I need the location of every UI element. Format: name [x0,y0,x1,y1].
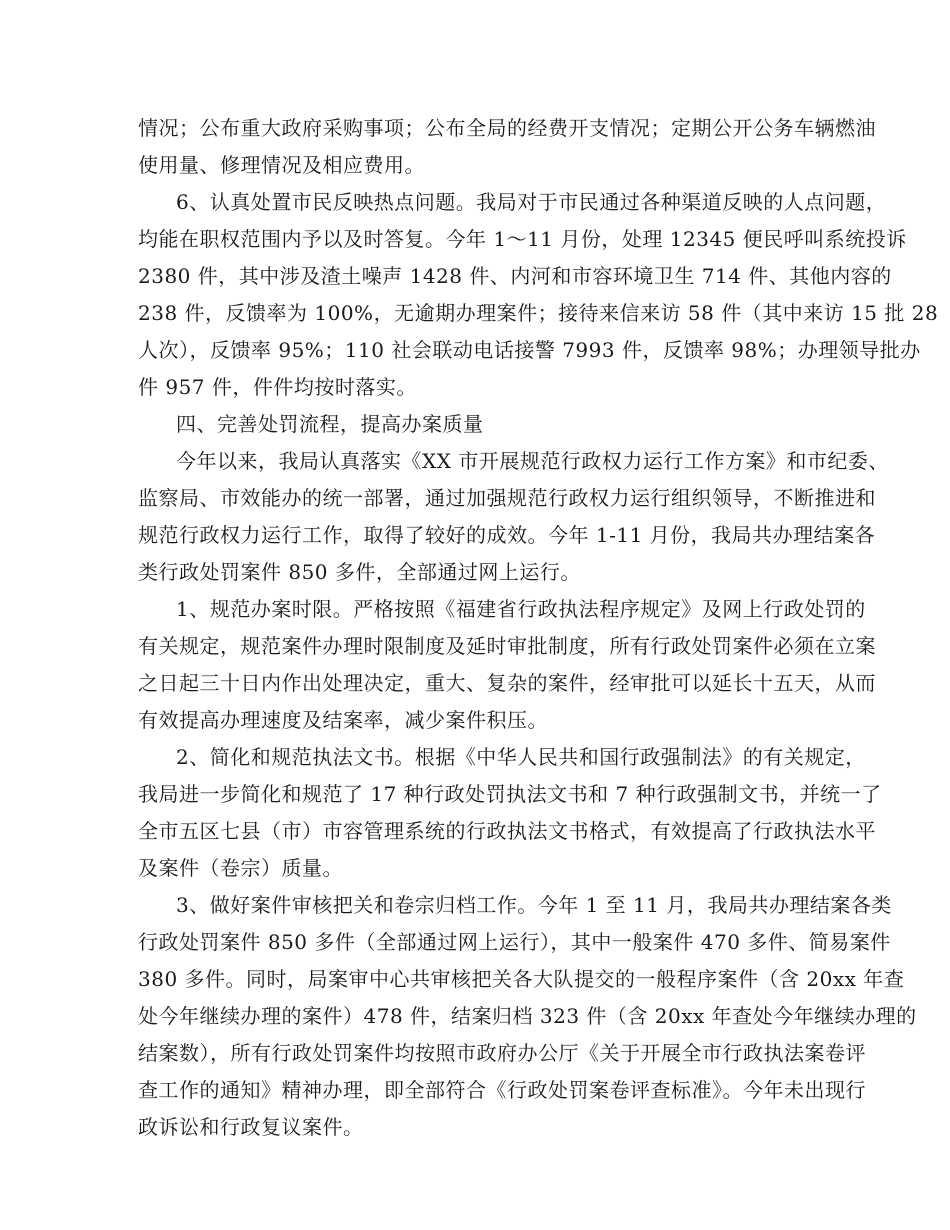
text-line: 2380 件，其中涉及渣土噪声 1428 件、内河和市容环境卫生 714 件、其他内容的 [138,264,892,288]
text-line: 件 957 件，件件均按时落实。 [138,375,417,399]
text-line: 380 多件。同时，局案审中心共审核把关各大队提交的一般程序案件（含 20xx 年查 [138,967,905,991]
text-line: 全市五区七县（市）市容管理系统的行政执法文书格式，有效提高了行政执法水平 [138,819,876,843]
text-line: 6、认真处置市民反映热点问题。我局对于市民通过各种渠道反映的人点问题， [176,190,887,214]
text-line: 规范行政权力运行工作，取得了较好的成效。今年 1-11 月份，我局共办理结案各 [138,523,876,547]
text-line: 使用量、修理情况及相应费用。 [138,153,425,177]
text-line: 结案数），所有行政处罚案件均按照市政府办公厅《关于开展全市行政执法案卷评 [138,1041,866,1065]
section-heading: 四、完善处罚流程，提高办案质量 [176,412,484,436]
text-line: 有效提高办理速度及结案率，减少案件积压。 [138,708,548,732]
text-line: 我局进一步简化和规范了 17 种行政处罚执法文书和 7 种行政强制文书，并统一了 [138,782,882,806]
text-line: 2、简化和规范执法文书。根据《中华人民共和国行政强制法》的有关规定， [176,745,866,769]
text-line: 查工作的通知》精神办理，即全部符合《行政处罚案卷评查标准》。今年未出现行 [138,1078,866,1102]
text-line: 及案件（卷宗）质量。 [138,856,343,880]
text-line: 类行政处罚案件 850 多件，全部通过网上运行。 [138,560,581,584]
text-line: 238 件，反馈率为 100%，无逾期办理案件；接待来信来访 58 件（其中来访 15 批 28 [138,301,939,325]
text-line: 之日起三十日内作出处理决定，重大、复杂的案件，经审批可以延长十五天，从而 [138,671,876,695]
text-line: 1、规范办案时限。严格按照《福建省行政执法程序规定》及网上行政处罚的 [176,597,866,621]
text-line: 处今年继续办理的案件）478 件，结案归档 323 件（含 20xx 年查处今年继续办理的 [138,1004,917,1028]
text-line: 今年以来，我局认真落实《XX 市开展规范行政权力运行工作方案》和市纪委、 [176,449,889,473]
text-line: 监察局、市效能办的统一部署，通过加强规范行政权力运行组织领导，不断推进和 [138,486,876,510]
text-line: 有关规定，规范案件办理时限制度及延时审批制度，所有行政处罚案件必须在立案 [138,634,876,658]
text-line: 情况；公布重大政府采购事项；公布全局的经费开支情况；定期公开公务车辆燃油 [138,116,876,140]
text-line: 3、做好案件审核把关和卷宗归档工作。今年 1 至 11 月，我局共办理结案各类 [176,893,892,917]
text-line: 人次），反馈率 95%；110 社会联动电话接警 7993 件，反馈率 98%；办理领导批办 [138,338,921,362]
text-line: 行政处罚案件 850 多件（全部通过网上运行），其中一般案件 470 多件、简易案件 [138,930,891,954]
text-line: 均能在职权范围内予以及时答复。今年 1～11 月份，处理 12345 便民呼叫系统投诉 [138,227,907,251]
text-line: 政诉讼和行政复议案件。 [138,1115,364,1139]
